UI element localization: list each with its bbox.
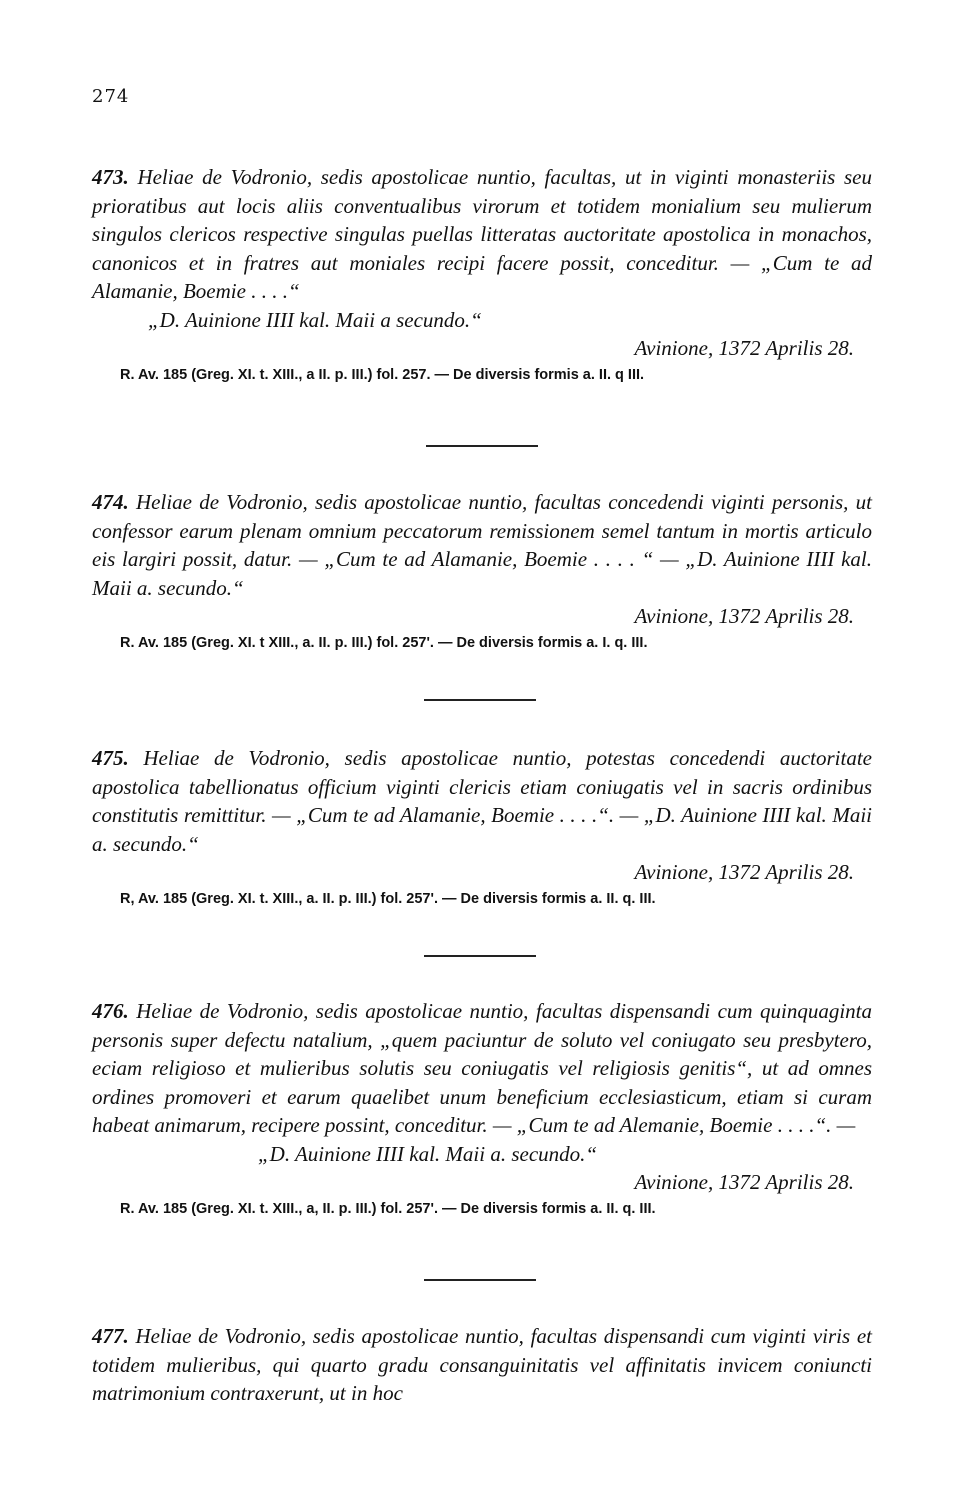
entry-text: Heliae de Vodronio, sedis apostolicae nuntio, potestas concedendi auctoritate apostolica tabellionatus officium viginti clericis etiam coniugatis vel in sacris ordinibus constitutis remittitur. — „Cum te ad Alamanie, Boemie . . . .“. — „D. Auinione IIII kal. Maii a. secundo.“	[92, 746, 872, 856]
entry-text: Heliae de Vodronio, sedis apostolicae nuntio, facultas dispensandi cum viginti viris et totidem mulieribus, qui quarto gradu consanguinitatis vel affinitatis invicem coniuncti matrimonium contraxerunt, ut in hoc	[92, 1324, 873, 1405]
entry-477	[92, 1322, 872, 1408]
entry-source: R, Av. 185 (Greg. XI. t. XIII., a. II. p. III.) fol. 257'. — De diversis formis a. II. q. III.	[120, 890, 656, 907]
entry-text: Heliae de Vodronio, sedis apostolicae nuntio, facultas dispensandi cum quinquaginta personis super defectu natalium, „quem paciuntur de soluto vel coniugato seu presbytero, eciam religioso et mulieribus solutis seu coniugatis vel religiosis genitis“, ut ad omnes ordines promoveri et earum quaelibet unum beneficium ecclesiasticum, etiam si curam habeat animarum, recipere possint, conceditur. — „Cum te ad Alemanie, Boemie . . . .“. —	[92, 999, 873, 1137]
entry-place-date: Avinione, 1372 Aprilis 28.	[634, 336, 854, 360]
separator-rule	[426, 445, 538, 447]
entry-number: 475.	[92, 746, 129, 770]
entry-source: R. Av. 185 (Greg. XI. t. XIII., a II. p. III.) fol. 257. — De diversis formis a. II. q III.	[120, 366, 645, 383]
entry-number: 474.	[92, 490, 129, 514]
entry-source: R. Av. 185 (Greg. XI. t. XIII., a, II. p. III.) fol. 257'. — De diversis formis a. II. q. III.	[120, 1200, 656, 1217]
entry-text: Heliae de Vodronio, sedis apostolicae nuntio, facultas concedendi viginti personis, ut confessor earum plenam omnium peccatorum remissionem semel tantum in mortis articulo eis largiri possit, datur. — „Cum te ad Alamanie, Boemie . . . . “ — „D. Auinione IIII kal. Maii a. secundo.“	[92, 490, 872, 600]
entry-datum: „D. Auinione IIII kal. Maii a secundo.“	[148, 307, 482, 332]
entry-text: Heliae de Vodronio, sedis apostolicae nuntio, facultas, ut in viginti monasteriis seu prioratibus aut locis aliis conventualibus virorum et totidem monialium seu mulierum singulos clericos respective singulas puellas litteratas auctoritate apostolica in monachos, canonicos et in fratres aut moniales recipi facere possit, conceditur. — „Cum te ad Alamanie, Boemie . . . .“	[92, 165, 872, 303]
separator-rule	[424, 699, 536, 701]
entry-number: 477.	[92, 1324, 129, 1348]
entry-475	[92, 744, 872, 910]
entry-place-date: Avinione, 1372 Aprilis 28.	[634, 1170, 854, 1194]
entry-number: 473.	[92, 165, 129, 189]
entry-place-date: Avinione, 1372 Aprilis 28.	[634, 604, 854, 628]
entry-473	[92, 163, 872, 386]
entry-number: 476.	[92, 999, 129, 1023]
entry-place-date: Avinione, 1372 Aprilis 28.	[634, 860, 854, 884]
entry-source: R. Av. 185 (Greg. XI. t XIII., a. II. p. III.) fol. 257'. — De diversis formis a. I. q. III.	[120, 634, 648, 651]
entry-datum: „D. Auinione IIII kal. Maii a. secundo.“	[258, 1141, 598, 1166]
separator-rule	[424, 955, 536, 957]
entry-476	[92, 997, 872, 1220]
entry-474	[92, 488, 872, 654]
separator-rule	[424, 1279, 536, 1281]
page-number: 274	[92, 86, 130, 107]
